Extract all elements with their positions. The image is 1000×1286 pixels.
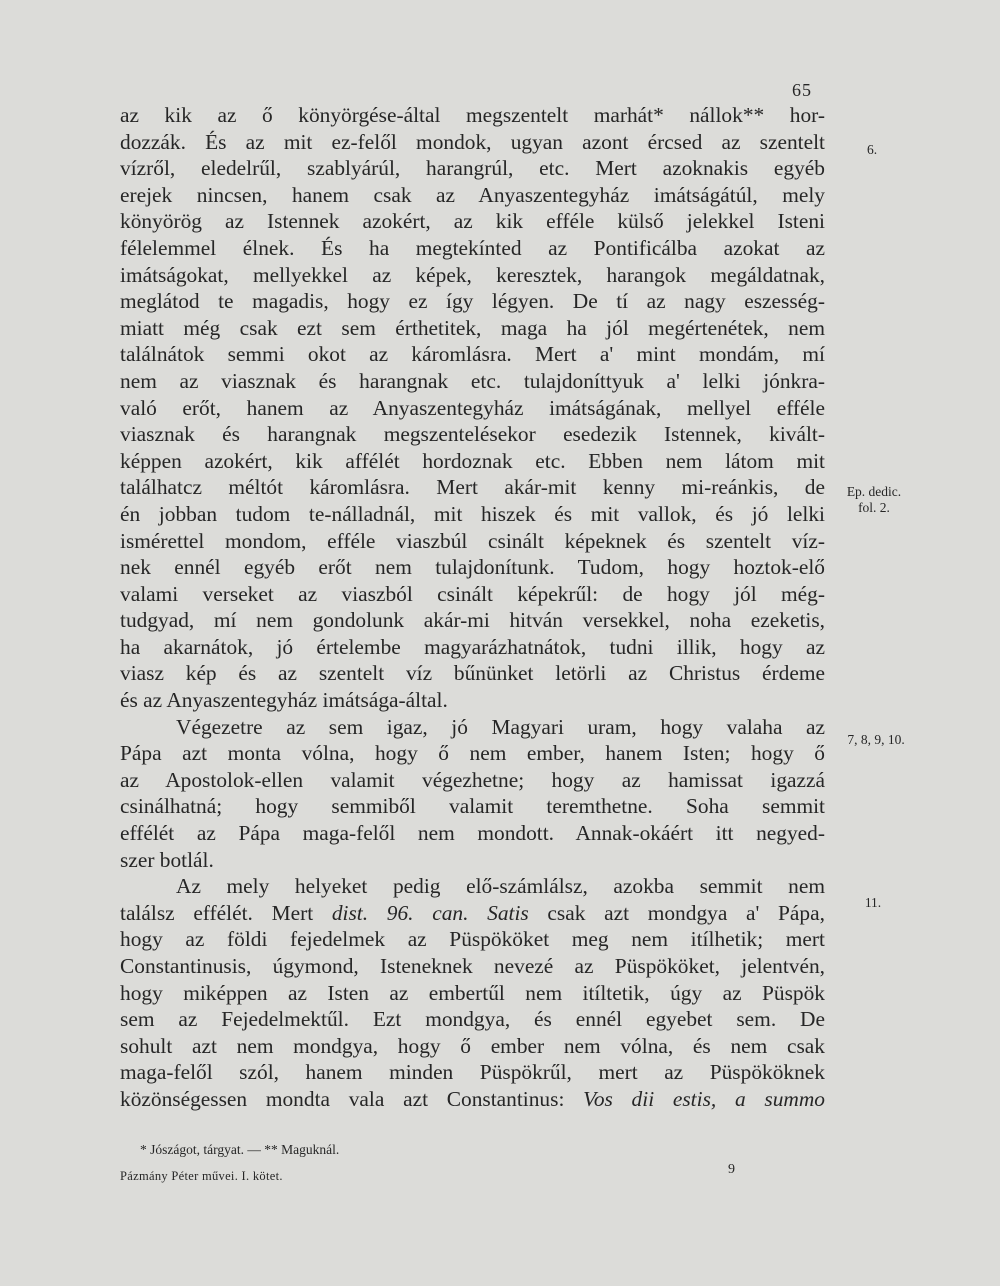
body-text	[120, 102, 825, 1113]
text-line: maga-felől szól, hanem minden Püspökrűl, mert az Püspököknek	[120, 1060, 825, 1085]
text-line: sem az Fejedelmektűl. Ezt mondgya, és ennél egyebet sem. De	[120, 1007, 825, 1032]
page-number: 65	[792, 80, 812, 100]
text-line: közönségessen mondta vala azt Constantinus: Vos dii estis, a summo	[120, 1086, 825, 1111]
text-line: sohult azt nem mondgya, hogy ő ember nem vólna, és nem csak	[120, 1033, 825, 1058]
text-line: ismérettel mondom, efféle viaszbúl csinált képeknek és szentelt víz-	[120, 528, 825, 553]
text-line: könyörög az Istennek azokért, az kik efféle külső jelekkel Isteni	[120, 209, 825, 234]
margin-note-6: 6.	[866, 142, 878, 157]
signature-mark: 9	[728, 1162, 735, 1177]
margin-note-ep-dedic: Ep. dedic.	[846, 484, 902, 499]
text-line: imátságokat, mellyekkel az képek, keresztek, harangok megáldatnak,	[120, 262, 825, 287]
text-line: képpen azokért, kik affélét hordoznak etc. Ebben nem látom mit	[120, 448, 825, 473]
text-line: nek ennél egyéb erőt nem tulajdonítunk. Tudom, hogy hoztok-elő	[120, 555, 825, 580]
text-line: csinálhatná; hogy semmiből valamit teremthetne. Soha semmit	[120, 794, 825, 819]
text-line: hogy az földi fejedelmek az Püspököket meg nem itílhetik; mert	[120, 927, 825, 952]
text-line: viasznak és harangnak megszentelésekor esedezik Istennek, kivált-	[120, 422, 825, 447]
margin-note-7-10: 7, 8, 9, 10.	[847, 732, 905, 747]
margin-note-11: 11.	[864, 895, 882, 910]
text-line: találnátok semmi okot az káromlásra. Mert a' mint mondám, mí	[120, 342, 825, 367]
text-line: hogy miképpen az Isten az embertűl nem itíltetik, úgy az Püspök	[120, 980, 825, 1005]
text-line: Az mely helyeket pedig elő-számlálsz, azokba semmit nem	[176, 874, 825, 899]
text-line: vízről, eledelrűl, szablyárúl, harangrúl, etc. Mert azoknakis egyéb	[120, 156, 825, 181]
text-line: az Apostolok-ellen valamit végezhetne; hogy az hamissat igazzá	[120, 767, 825, 792]
text-line: Végezetre az sem igaz, jó Magyari uram, hogy valaha az	[176, 714, 825, 739]
margin-note-fol: fol. 2.	[858, 500, 890, 515]
text-line: én jobban tudom te-nálladnál, mit hiszek és mit vallok, és jó lelki	[120, 501, 825, 526]
text-line: Constantinusis, úgymond, Isteneknek nevezé az Püspököket, jelentvén,	[120, 954, 825, 978]
text-line: Pápa azt monta vólna, hogy ő nem ember, hanem Isten; hogy ő	[120, 741, 825, 766]
text-line: ha akarnátok, jó értelembe magyarázhatnátok, tudni illik, hogy az	[120, 634, 825, 659]
text-line: való erőt, hanem az Anyaszentegyház imátságának, mellyel efféle	[120, 395, 825, 420]
text-line: találhatcz méltót káromlásra. Mert akár-mit kenny mi-reánkis, de	[120, 475, 825, 500]
text-line: és az Anyaszentegyház imátsága-által.	[120, 688, 448, 713]
text-line: találsz effélét. Mert dist. 96. can. Satis csak azt mondgya a' Pápa,	[120, 900, 825, 925]
text-line: valami verseket az viaszból csinált képekrűl: de hogy jól még-	[120, 581, 825, 606]
footnote: * Jószágot, tárgyat. — ** Maguknál.	[140, 1142, 340, 1157]
text-line: az kik az ő könyörgése-által megszentelt marhát* nállok** hor-	[120, 103, 825, 127]
text-line: tudgyad, mí nem gondolunk akár-mi hitván versekkel, noha ezeketis,	[120, 608, 825, 633]
text-line: félelemmel élnek. És ha megtekínted az Pontificálba azokat az	[120, 235, 825, 260]
text-line: effélét az Pápa maga-felől nem mondott. Annak-okáért itt negyed-	[120, 821, 825, 846]
text-line: nem az viasznak és harangnak etc. tulajdoníttyuk a' lelki jónkra-	[120, 368, 825, 393]
text-line: erejek nincsen, hanem csak az Anyaszentegyház imátságátúl, mely	[120, 182, 825, 207]
text-line: viasz kép és az szentelt víz bűnünket letörli az Christus érdeme	[120, 661, 825, 686]
text-line: miatt még csak ezt sem érthetitek, maga ha jól megértenétek, nem	[120, 315, 825, 340]
text-line: szer botlál.	[120, 847, 214, 872]
text-line: dozzák. És az mit ez-felől mondok, ugyan azont ércsed az szentelt	[120, 129, 825, 154]
text-line: meglátod te magadis, hogy ez így légyen. De tí az nagy eszesség-	[120, 289, 825, 314]
footer-book-title: Pázmány Péter művei. I. kötet.	[120, 1169, 283, 1183]
